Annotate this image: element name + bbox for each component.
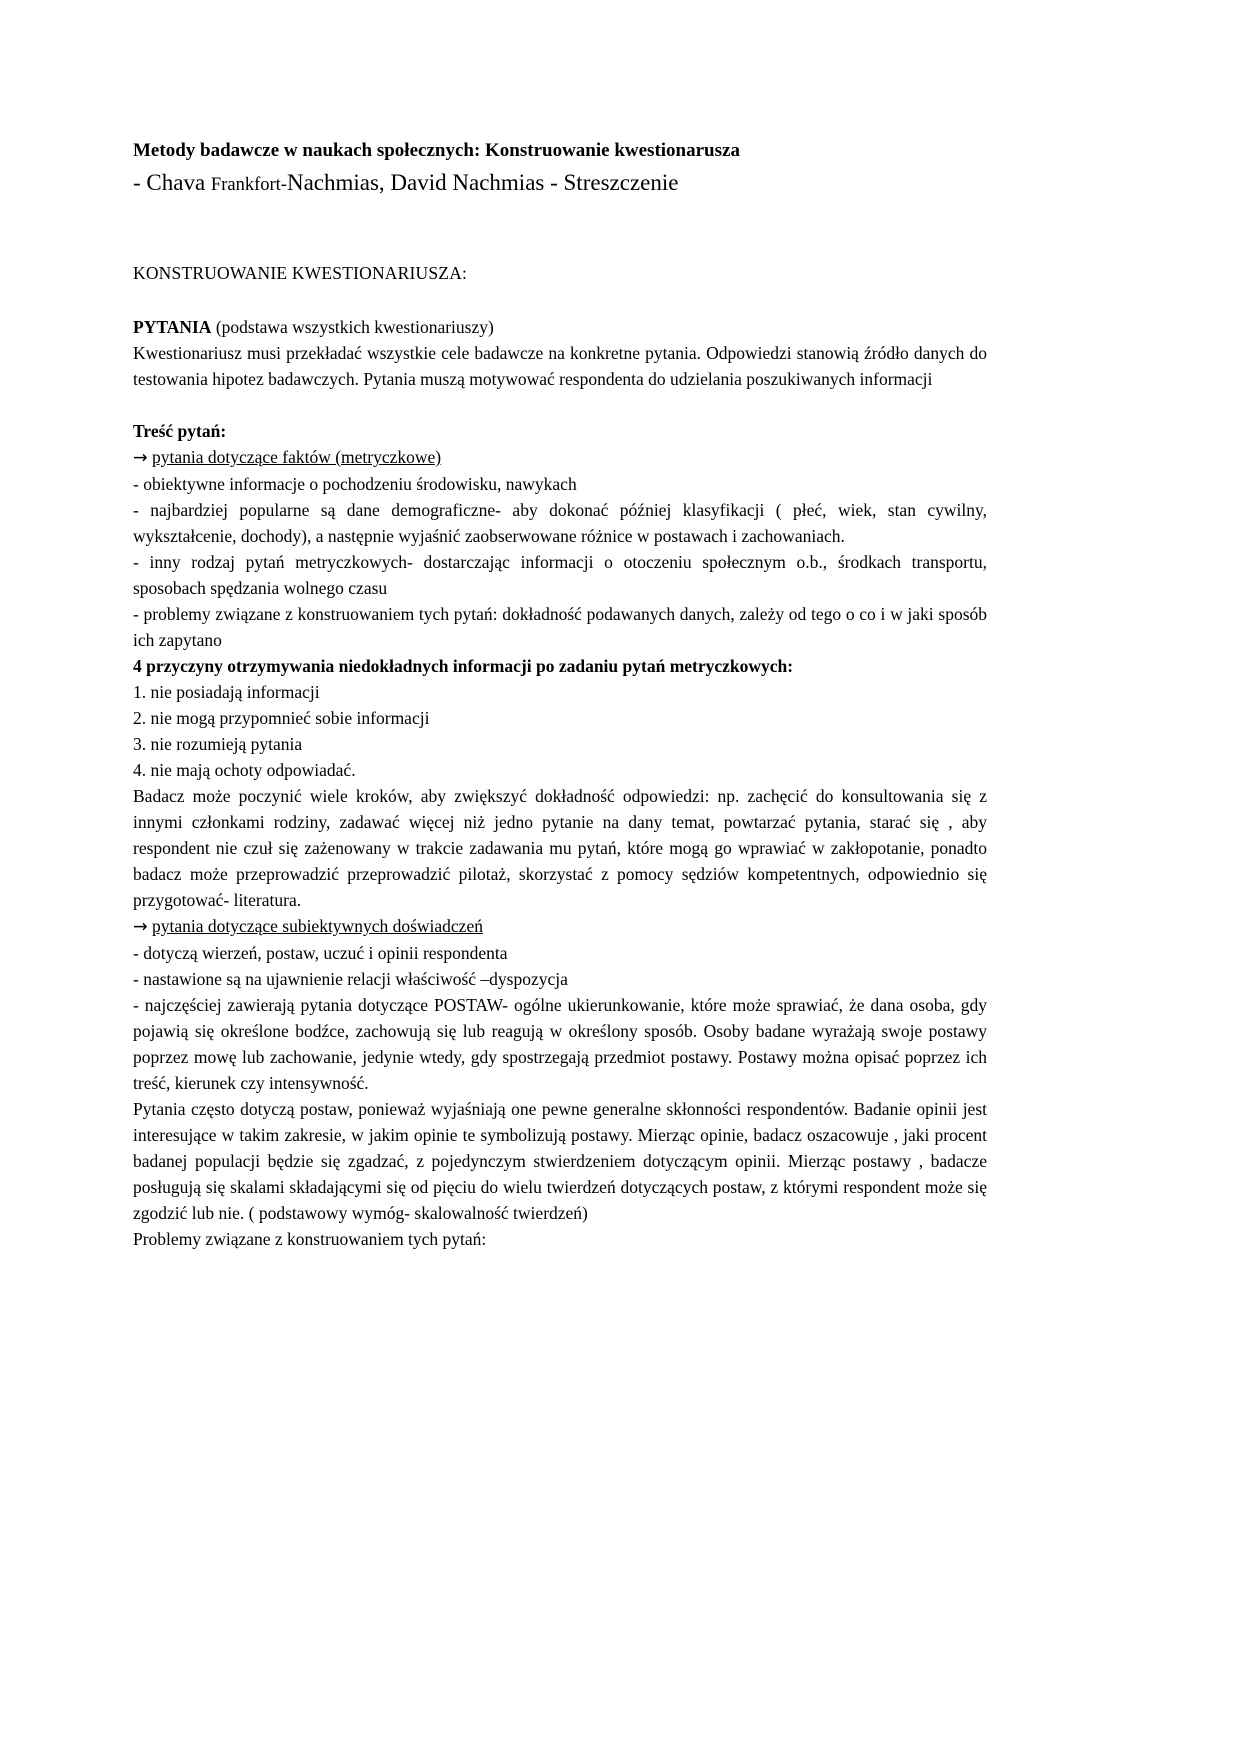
pytania-lead-line	[133, 314, 987, 340]
fakty-list-item: - najbardziej popularne są dane demograficzne- aby dokonać później klasyfikacji ( płeć, wiek, stan cywilny, wykształcenie, dochody), a następnie wyjaśnić zaobserwowane różnice w postawach i zachowaniach.	[133, 500, 987, 546]
pytania-paragraph: Kwestionariusz musi przekładać wszystkie cele badawcze na konkretne pytania. Odpowiedzi stanowią źródło danych do testowania hipotez badawczych. Pytania muszą motywować respondenta do udzielania poszukiwanych informacji	[133, 343, 987, 389]
document-content	[133, 132, 987, 1252]
arrow-item-fakty	[133, 444, 987, 471]
title-authors-part3: Nachmias, David Nachmias - Streszczenie	[286, 170, 679, 195]
doc-title-line2	[133, 166, 678, 202]
subiektywne-list-item: - najczęściej zawierają pytania dotyczące POSTAW- ogólne ukierunkowanie, które może sprawiać, że dana osoba, gdy pojawią się określone bodźce, zachowują się lub reagują w określony sposób. Osoby badane wyrażają swoje postawy poprzez mowę lub zachowanie, jedynie wtedy, gdy spostrzegają przedmiot postawy. Postawy można opisać poprzez ich treść, kierunek czy intensywność.	[133, 995, 987, 1093]
numbered-item: 4. nie mają ochoty odpowiadać.	[133, 760, 356, 780]
arrow-item-subiektywne	[133, 913, 987, 940]
subiektywne-list-item: - dotyczą wierzeń, postaw, uczuć i opinii respondenta	[133, 943, 508, 963]
fakty-list-item: - problemy związane z konstruowaniem tych pytań: dokładność podawanych danych, zależy od tego o co i w jaki sposób ich zapytano	[133, 604, 987, 650]
doc-title	[133, 132, 987, 202]
subiektywne-topic-link-text: pytania dotyczące subiektywnych doświadczeń	[152, 916, 483, 936]
arrow-icon: →	[133, 917, 148, 937]
problemy-line: Problemy związane z konstruowaniem tych pytań:	[133, 1229, 487, 1249]
title-authors-part1: - Chava	[133, 170, 211, 195]
subiektywne-list-item: - nastawione są na ujawnienie relacji właściwość –dyspozycja	[133, 969, 568, 989]
tresc-pytan-heading: Treść pytań:	[133, 421, 227, 441]
arrow-icon: →	[133, 448, 148, 468]
pytania-subtitle: (podstawa wszystkich kwestionariuszy)	[211, 317, 494, 337]
doc-title-line1: Metody badawcze w naukach społecznych: Konstruowanie kwestionarusza	[133, 140, 740, 161]
fakty-list-item: - inny rodzaj pytań metryczkowych- dostarczając informacji o otoczeniu społecznym o.b., środkach transportu, sposobach spędzania wolnego czasu	[133, 552, 987, 598]
badacz-paragraph: Badacz może poczynić wiele kroków, aby zwiększyć dokładność odpowiedzi: np. zachęcić do konsultowania się z innymi członkami rodziny, zadawać więcej niż jedno pytanie na dany temat, powtarzać pytania, starać się , aby respondent nie czuł się zażenowany w trakcie zadawania mu pytań, które mogą go wprawiać w zakłopotanie, ponadto badacz może przeprowadzić przeprowadzić pilotaż, skorzystać z pomocy sędziów kompetentnych, odpowiednio się przygotować- literatura.	[133, 786, 987, 910]
opinie-paragraph: Pytania często dotyczą postaw, ponieważ wyjaśniają one pewne generalne skłonności respondentów. Badanie opinii jest interesujące w takim zakresie, w jakim opinie te symbolizują postawy. Mierząc opinie, badacz oszacowuje , jaki procent badanej populacji będzie się zgadzać, z pojedynczym stwierdzeniem dotyczącym opinii. Mierząc postawy , badacze posługują się skalami składającymi się od pięciu do wielu twierdzeń dotyczących postaw, z którymi respondent może się zgodzić lub nie. ( podstawowy wymóg- skalowalność twierdzeń)	[133, 1099, 987, 1223]
numbered-item: 3. nie rozumieją pytania	[133, 734, 303, 754]
numbered-item: 1. nie posiadają informacji	[133, 682, 320, 702]
pytania-label: PYTANIA	[133, 317, 212, 337]
przyczyny-heading: 4 przyczyny otrzymywania niedokładnych informacji po zadaniu pytań metryczkowych:	[133, 656, 794, 676]
section-heading: KONSTRUOWANIE KWESTIONARIUSZA:	[133, 263, 468, 283]
fakty-list-item: - obiektywne informacje o pochodzeniu środowisku, nawykach	[133, 474, 577, 494]
title-authors-part2: Frankfort-	[210, 175, 287, 195]
numbered-item: 2. nie mogą przypomnieć sobie informacji	[133, 708, 430, 728]
fakty-topic-link-text: pytania dotyczące faktów (metryczkowe)	[152, 447, 442, 467]
